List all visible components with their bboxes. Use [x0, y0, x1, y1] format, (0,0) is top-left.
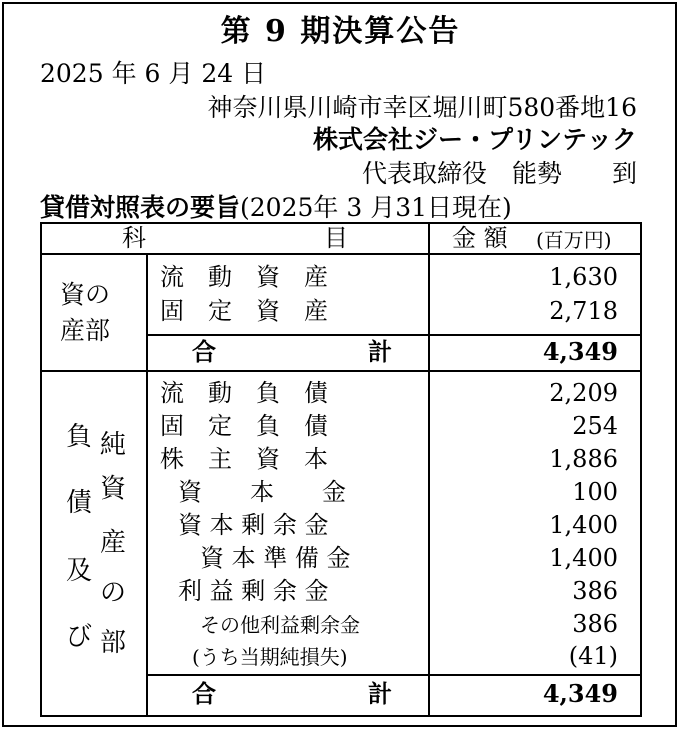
liab-label-char: 債 [65, 488, 92, 518]
liab-label-char: 及 [65, 556, 92, 586]
col-subject-right: 目 [324, 224, 348, 252]
asset-row-label: 固 定 資 産 [160, 297, 328, 325]
liab-row-label: 資 本 剰 余 金 [178, 511, 329, 539]
liab-row-value: 100 [572, 478, 618, 506]
liab-label-char: び [65, 622, 92, 652]
assets-total-label-right: 計 [368, 337, 392, 366]
liab-label-char: 資 [99, 474, 126, 504]
liab-total-value: 4,349 [542, 679, 618, 708]
asset-row-value: 2,718 [549, 297, 618, 325]
liab-row-value: (41) [568, 642, 618, 670]
liab-row-label: 利 益 剰 余 金 [178, 577, 329, 605]
liab-row-value: 386 [572, 577, 618, 605]
representative: 代表取締役 能勢 到 [361, 159, 637, 188]
col-subject-left: 科 [122, 224, 146, 252]
liab-row-value: 2,209 [549, 379, 618, 407]
summary-heading-main: 貸借対照表の要旨 [40, 193, 241, 222]
liab-row-value: 1,400 [549, 511, 618, 539]
liab-label-char: 負 [65, 422, 92, 452]
liab-label-char: の [99, 578, 126, 608]
liab-row-label: 資 本 準 備 金 [200, 544, 351, 572]
summary-heading [40, 188, 512, 224]
asset-row-label: 流 動 資 産 [160, 263, 328, 291]
liab-row-value: 1,400 [549, 544, 618, 572]
assets-total-label-left: 合 [192, 337, 216, 366]
liab-row-label: 固 定 負 債 [160, 412, 328, 440]
liab-row-label: その他利益剰余金 [200, 613, 360, 637]
notice-date: 2025 年 6 月 24 日 [40, 59, 267, 88]
liab-label-char: 純 [99, 430, 126, 460]
liab-row-value: 1,886 [549, 445, 618, 473]
assets-total-value: 4,349 [542, 337, 618, 366]
liab-label-char: 産 [99, 528, 126, 558]
assets-label-line1: 資の [60, 280, 111, 309]
liab-row-value: 386 [572, 610, 618, 638]
liab-row-label: 資 本 金 [178, 478, 346, 506]
company-address: 神奈川県川崎市幸区堀川町580番地16 [207, 93, 637, 122]
liab-row-value: 254 [572, 412, 618, 440]
company-name: 株式会社ジー・プリンテック [312, 125, 637, 154]
liab-total-label-left: 合 [192, 679, 216, 708]
liab-row-label: 流 動 負 債 [160, 379, 328, 407]
col-amount: 金 額 [452, 224, 508, 252]
summary-heading-condition: (2025年 3 月31日現在) [240, 193, 512, 222]
liab-row-label: 株 主 資 本 [160, 445, 328, 473]
balance-sheet-table [40, 222, 642, 717]
liab-label-char: 部 [99, 628, 126, 658]
liab-total-label-right: 計 [368, 679, 392, 708]
col-unit: (百万円) [536, 228, 612, 252]
asset-row-value: 1,630 [549, 263, 618, 291]
notice-title: 第 9 期決算公告 [220, 14, 461, 49]
assets-label-line2: 産部 [60, 316, 111, 345]
liab-row-label: (うち当期純損失) [192, 645, 348, 669]
